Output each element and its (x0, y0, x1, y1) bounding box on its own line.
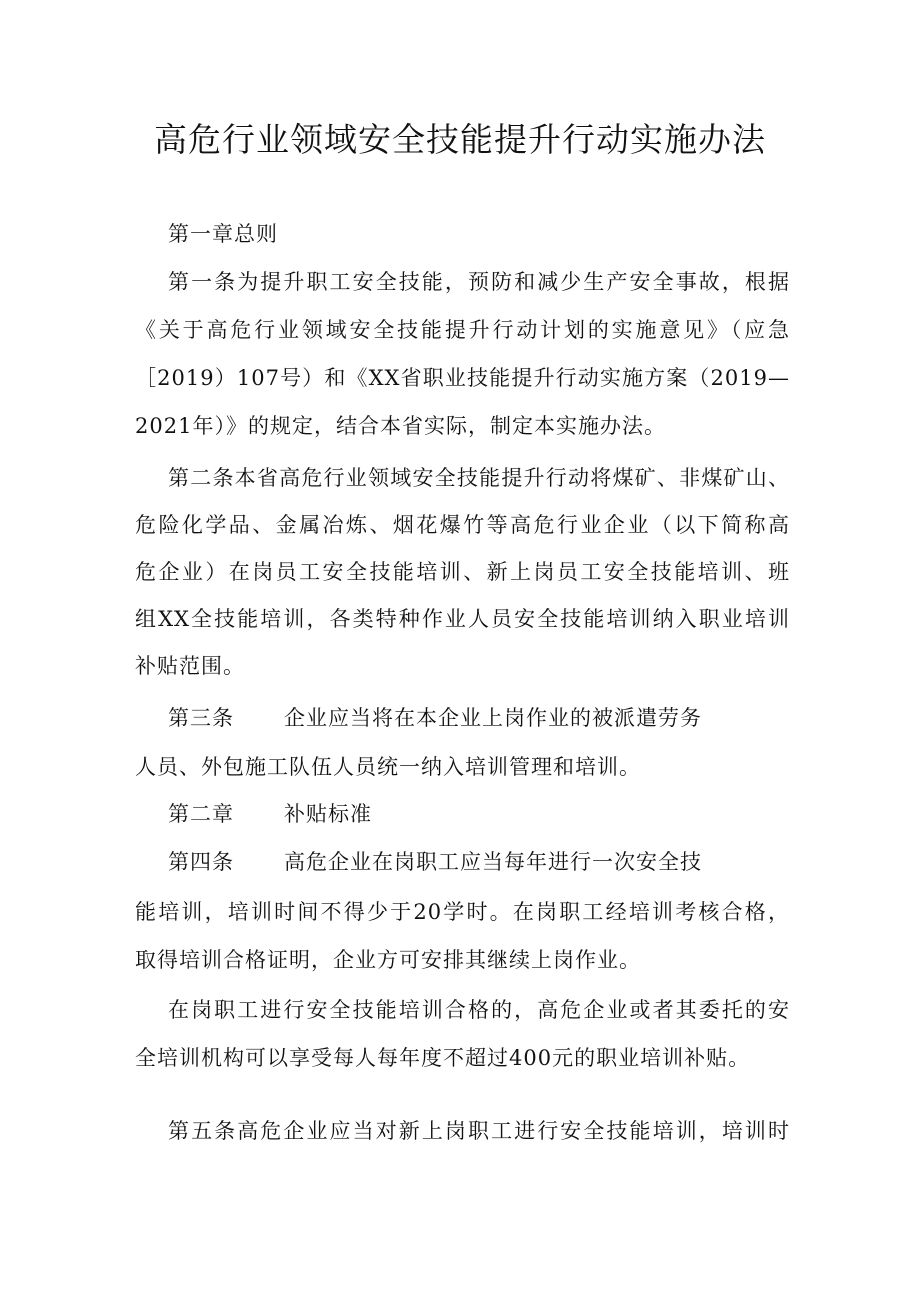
chapter-2-heading (168, 797, 790, 831)
article-5-line: 第五条高危企业应当对新上岗职工进行安全技能培训，培训时 (168, 1119, 790, 1143)
article-3-text: 企业应当将在本企业上岗作业的被派遣劳务 (284, 706, 702, 730)
article-2-line: 组XX全技能培训，各类特种作业人员安全技能培训纳入职业培训 (135, 607, 790, 631)
article-2-line: 危企业）在岗员工安全技能培训、新上岗员工安全技能培训、班 (135, 560, 790, 584)
article-1-line: 第一条为提升职工安全技能，预防和减少生产安全事故，根据 (168, 270, 790, 294)
article-4-line: 能培训，培训时间不得少于20学时。在岗职工经培训考核合格， (135, 900, 790, 924)
article-1-line: 2021年）》的规定，结合本省实际，制定本实施办法。 (135, 414, 666, 438)
article-4-label: 第四条 (168, 850, 234, 874)
subsidy-paragraph-line: 在岗职工进行安全技能培训合格的，高危企业或者其委托的安 (168, 998, 790, 1022)
article-2-line: 危险化学品、金属冶炼、烟花爆竹等高危行业企业（以下简称高 (135, 513, 790, 537)
article-3-first-line (168, 701, 790, 735)
article-1-line: 《关于高危行业领域安全技能提升行动计划的实施意见》（应急 (135, 318, 790, 342)
article-4-line: 取得培训合格证明，企业方可安排其继续上岗作业。 (135, 948, 641, 972)
article-2-line: 补贴范围。 (135, 654, 245, 678)
document-title: 高危行业领域安全技能提升行动实施办法 (154, 120, 766, 159)
article-4-text: 高危企业在岗职工应当每年进行一次安全技 (284, 850, 702, 874)
chapter-2-title: 补贴标准 (284, 802, 372, 826)
chapter-2-label: 第二章 (168, 802, 234, 826)
article-1-line: ［2019）107号）和《XX省职业技能提升行动实施方案（2019— (135, 366, 790, 390)
article-3-continuation: 人员、外包施工队伍人员统一纳入培训管理和培训。 (135, 755, 641, 779)
article-4-first-line (168, 845, 790, 879)
article-3-label: 第三条 (168, 706, 234, 730)
chapter-heading: 第一章总则 (168, 222, 278, 246)
subsidy-paragraph-line: 全培训机构可以享受每人每年度不超过400元的职业培训补贴。 (135, 1046, 751, 1070)
article-2-line: 第二条本省高危行业领域安全技能提升行动将煤矿、非煤矿山、 (168, 466, 790, 490)
